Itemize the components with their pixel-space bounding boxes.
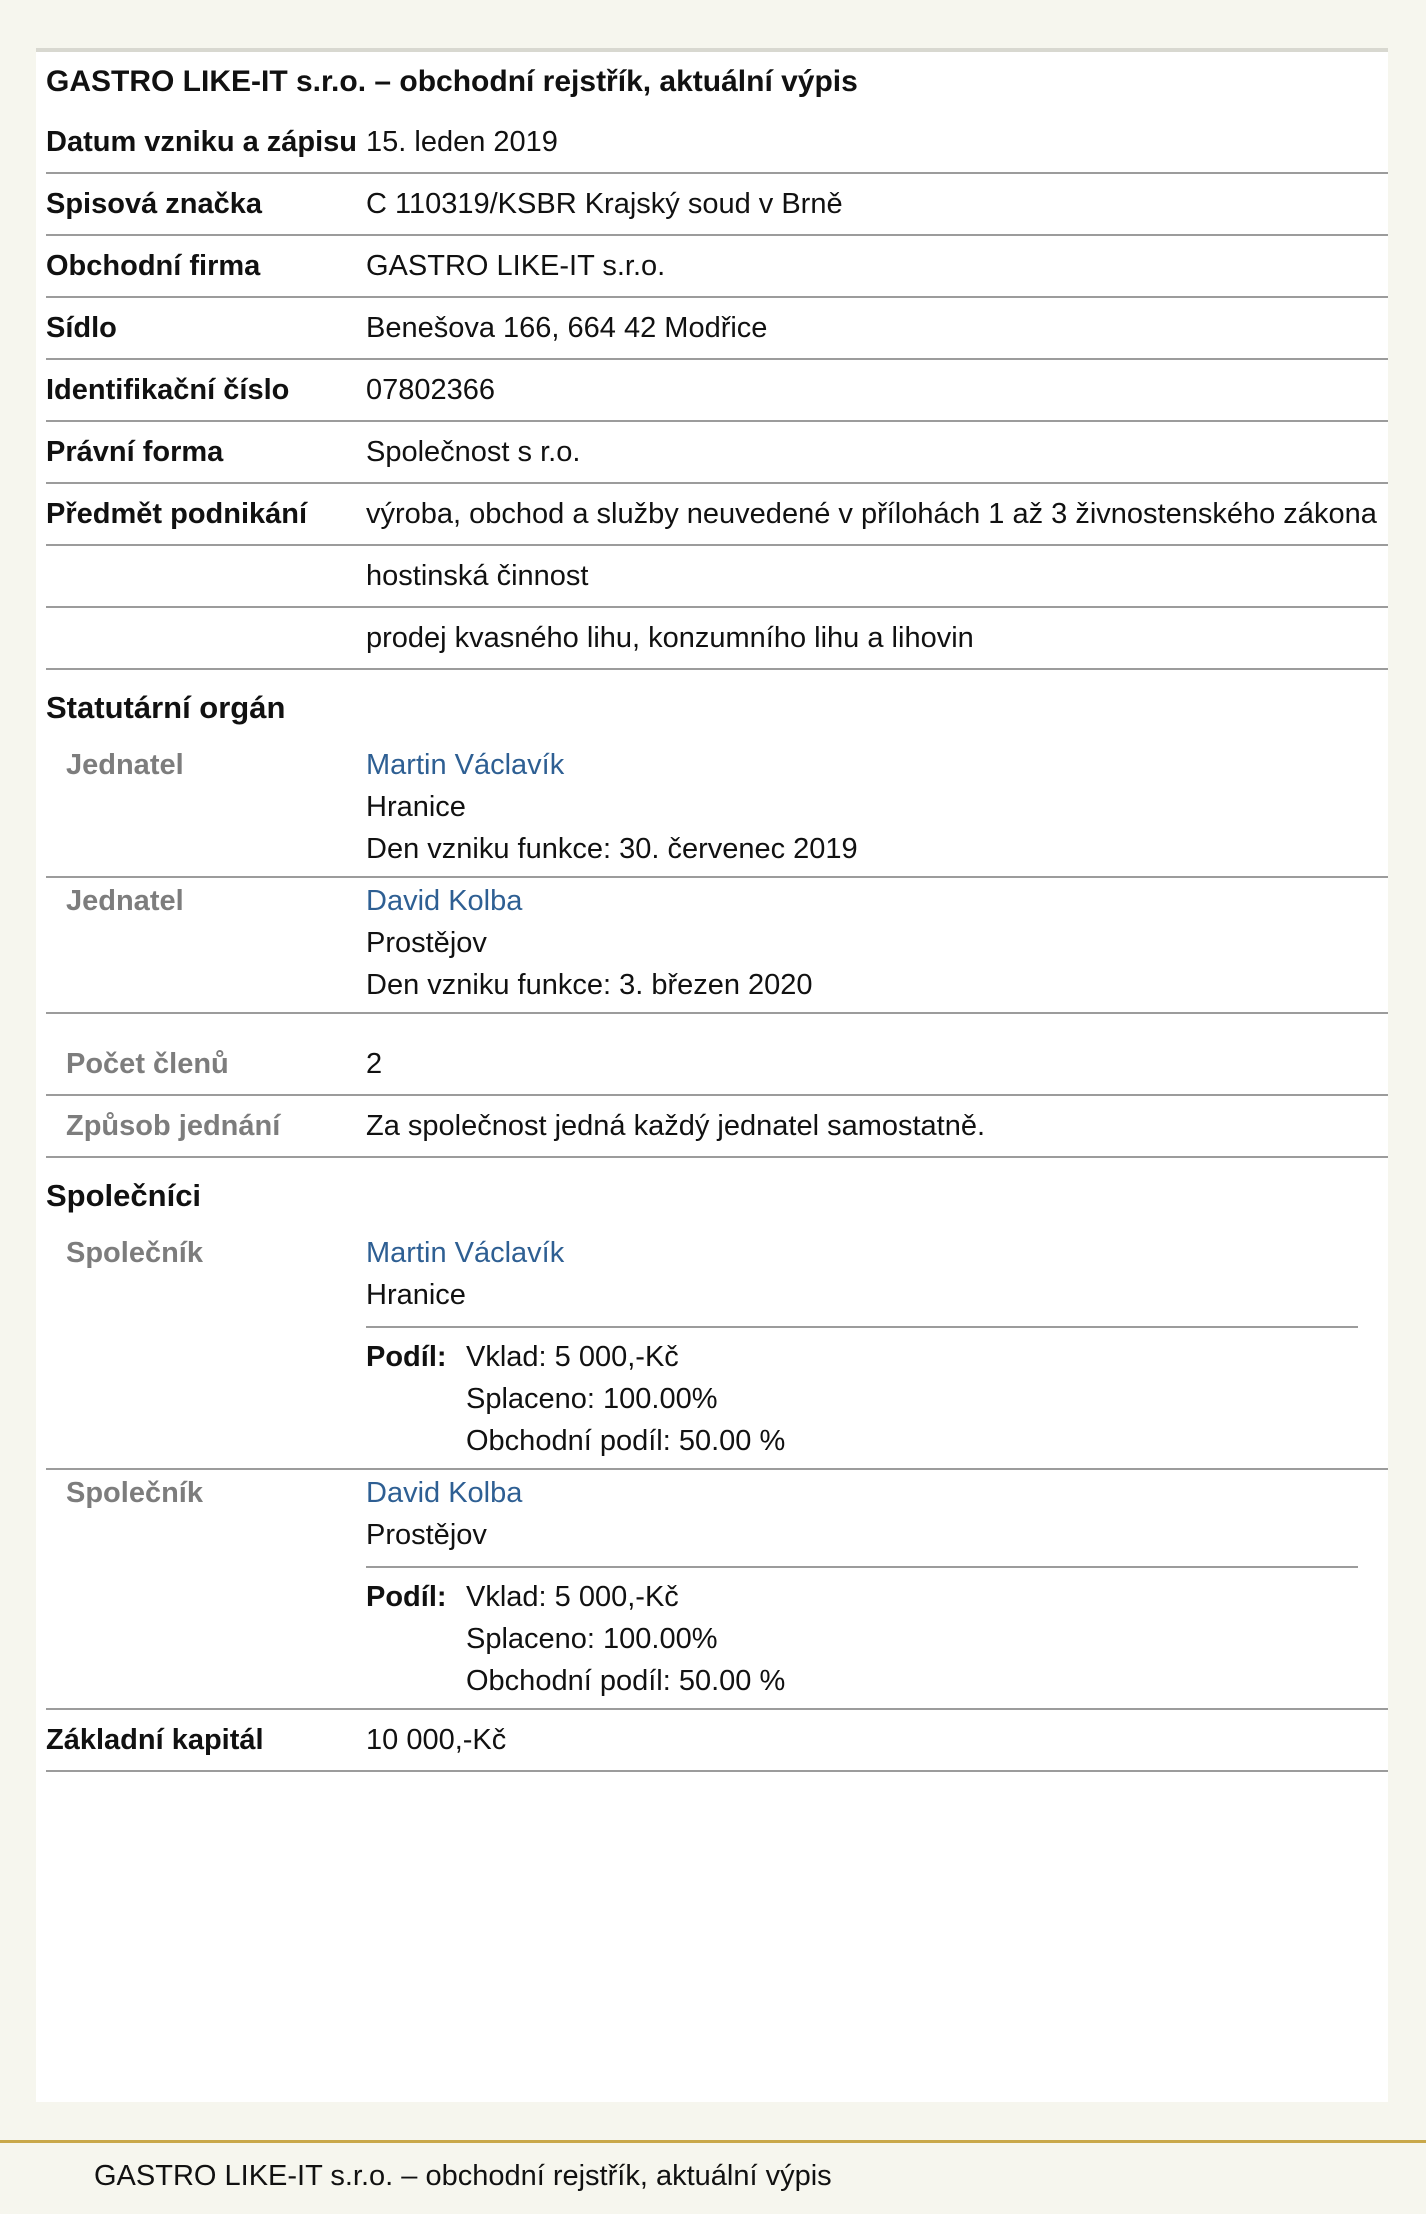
row-obchodni-firma [46,236,1388,298]
row-pravni-forma [46,422,1388,484]
row-zakladni-kapital [46,1710,1388,1772]
value-predmet-2: hostinská činnost [366,560,589,592]
row-zpusob-jednani [46,1096,1388,1158]
value-sidlo: Benešova 166, 664 42 Modřice [366,312,768,344]
value-ico: 07802366 [366,374,496,406]
row-jednatel-1 [46,744,1388,878]
row-sidlo [46,298,1388,360]
value-jednatel-1 [366,744,1388,876]
value-obchodni-firma: GASTRO LIKE-IT s.r.o. [366,250,666,282]
value-spolecnik-2 [366,1470,1388,1708]
spolecnik-1-podil-label: Podíl: [366,1341,447,1373]
value-datum-vzniku: 15. leden 2019 [366,126,558,158]
value-spisova-znacka: C 110319/KSBR Krajský soud v Brně [366,188,843,220]
row-pocet-clenu [46,1014,1388,1096]
label-obchodni-firma: Obchodní firma [46,250,261,282]
row-spisova-znacka [46,174,1388,236]
spolecnik-1-vklad: Vklad: 5 000,-Kč [466,1341,679,1373]
jednatel-1-name-link[interactable]: Martin Václavík [366,749,565,781]
value-pocet-clenu: 2 [366,1048,383,1080]
spolecnik-1-splaceno: Splaceno: 100.00% [466,1383,718,1415]
spolecnik-1-name-link[interactable]: Martin Václavík [366,1237,565,1269]
section-statutarni-organ: Statutární orgán [46,690,286,725]
row-spolecnik-1 [46,1232,1388,1470]
value-jednatel-2 [366,878,1388,1012]
spolecnik-2-podil-label: Podíl: [366,1581,447,1613]
value-predmet-1: výroba, obchod a služby neuvedené v přílohách 1 až 3 živnostenského zákona [366,498,1377,530]
row-predmet-3 [46,608,1388,670]
label-datum-vzniku: Datum vzniku a zápisu [46,126,358,158]
spolecnik-2-obchodni-podil: Obchodní podíl: 50.00 % [466,1665,786,1697]
section-spolecnici: Společníci [46,1178,202,1213]
label-sidlo: Sídlo [46,312,117,344]
label-pocet-clenu: Počet členů [66,1048,229,1080]
spolecnik-2-podil [366,1566,1358,1708]
jednatel-1-city: Hranice [366,791,466,823]
label-zpusob-jednani: Způsob jednání [66,1110,281,1142]
label-predmet: Předmět podnikání [46,498,308,530]
row-jednatel-2 [46,878,1388,1014]
page-footer: GASTRO LIKE-IT s.r.o. – obchodní rejstřík, aktuální výpis [0,2140,1426,2209]
jednatel-2-since: Den vzniku funkce: 3. březen 2020 [366,969,813,1001]
value-zakladni-kapital: 10 000,-Kč [366,1724,507,1756]
label-spisova-znacka: Spisová značka [46,188,262,220]
row-predmet-2 [46,546,1388,608]
row-datum-vzniku [46,112,1388,174]
row-ico [46,360,1388,422]
jednatel-1-since: Den vzniku funkce: 30. červenec 2019 [366,833,858,865]
label-spolecnik-2: Společník [66,1477,203,1509]
value-predmet-3: prodej kvasného lihu, konzumního lihu a lihovin [366,622,974,654]
value-spolecnik-1 [366,1232,1388,1468]
spolecnik-2-splaceno: Splaceno: 100.00% [466,1623,718,1655]
spolecnik-1-podil [366,1326,1358,1468]
register-extract-card [36,48,1388,2102]
label-spolecnik-1: Společník [66,1237,203,1269]
label-pravni-forma: Právní forma [46,436,224,468]
jednatel-2-city: Prostějov [366,927,487,959]
label-zakladni-kapital: Základní kapitál [46,1724,264,1756]
value-zpusob-jednani: Za společnost jedná každý jednatel samostatně. [366,1110,986,1142]
value-pravni-forma: Společnost s r.o. [366,436,581,468]
row-predmet-1 [46,484,1388,546]
label-jednatel-1: Jednatel [66,749,184,781]
row-spolecnik-2 [46,1470,1388,1710]
spolecnik-1-obchodni-podil: Obchodní podíl: 50.00 % [466,1425,786,1457]
spolecnik-2-vklad: Vklad: 5 000,-Kč [466,1581,679,1613]
jednatel-2-name-link[interactable]: David Kolba [366,885,523,917]
page-title: GASTRO LIKE-IT s.r.o. – obchodní rejstřík, aktuální výpis [46,65,858,98]
spolecnik-2-city: Prostějov [366,1519,487,1551]
spolecnik-2-name-link[interactable]: David Kolba [366,1477,523,1509]
spolecnik-1-city: Hranice [366,1279,466,1311]
label-ico: Identifikační číslo [46,374,290,406]
label-jednatel-2: Jednatel [66,885,184,917]
